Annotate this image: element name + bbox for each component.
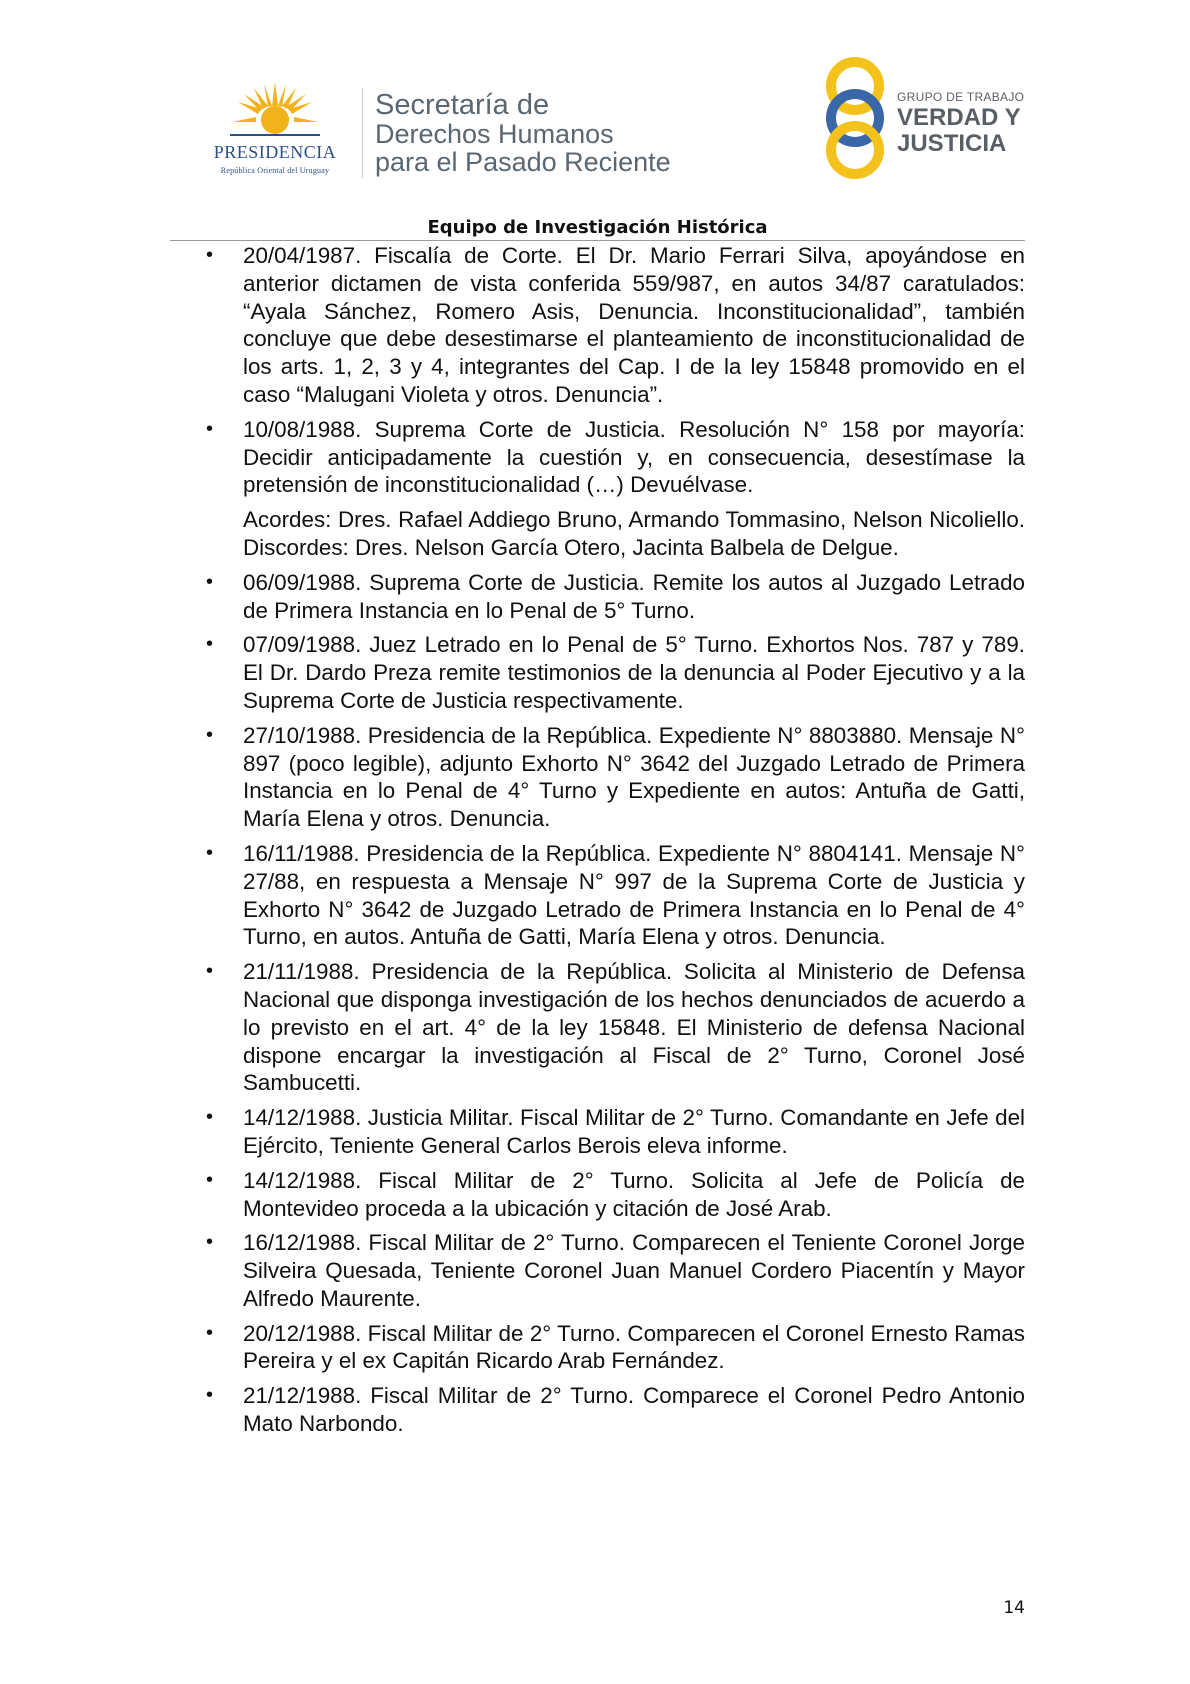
verdad-justicia-logo — [823, 56, 1033, 180]
bullet-icon: • — [206, 417, 214, 440]
bullet-icon: • — [206, 1231, 214, 1254]
list-item — [195, 840, 1025, 951]
secretaria-logo-text — [375, 90, 671, 176]
presidencia-logo — [195, 80, 355, 180]
list-item — [195, 722, 1025, 833]
bullet-icon: • — [206, 841, 214, 864]
bullet-icon: • — [206, 723, 214, 746]
secretaria-line-3: para el Pasado Reciente — [375, 147, 671, 177]
list-item — [195, 1320, 1025, 1376]
bullet-icon: • — [206, 570, 214, 593]
bullet-icon: • — [206, 1384, 214, 1407]
secretaria-line-1: Secretaría de — [375, 89, 550, 121]
bullet-icon: • — [206, 960, 214, 983]
presidencia-title: PRESIDENCIA — [213, 142, 337, 162]
team-title: Equipo de Investigación Histórica — [427, 217, 768, 238]
verdad-label: VERDAD Y — [897, 104, 1021, 131]
sun-icon — [230, 80, 320, 142]
item-text: 10/08/1988. Suprema Corte de Justicia. Resolución N° 158 por mayoría: Decidir anticipadamente la cuestión y, en consecuencia, desestímase la pretensión de inconstitucionalidad (…) Devuélvase. — [243, 416, 1025, 498]
page-number: 14 — [1003, 1598, 1025, 1618]
list-item — [195, 958, 1025, 1097]
item-text: 21/11/1988. Presidencia de la República. Solicita al Ministerio de Defensa Nacional que disponga investigación de los hechos denunciados de acuerdo a lo previsto en el art. 4° de la ley 15848. El Ministerio de defensa Nacional dispone encargar la investigación al Fiscal de 2° Turno, Coronel José Sambucetti. — [243, 959, 1025, 1096]
item-text: 27/10/1988. Presidencia de la República. Expediente N° 8803880. Mensaje N° 897 (poco legible), adjunto Exhorto N° 3642 del Juzgado Letrado de Primera Instancia en lo Penal de 4° Turno y Expediente en autos: Antuña de Gatti, María Elena y otros. Denuncia. — [243, 722, 1025, 832]
item-text: 07/09/1988. Juez Letrado en lo Penal de 5° Turno. Exhortos Nos. 787 y 789. El Dr. Dardo Preza remite testimonios de la denuncia al Poder Ejecutivo y a la Suprema Corte de Justicia respectivamente. — [243, 632, 1025, 713]
item-text: 06/09/1988. Suprema Corte de Justicia. Remite los autos al Juzgado Letrado de Primera Instancia en lo Penal de 5° Turno. — [243, 569, 1025, 623]
rings-icon — [823, 56, 893, 180]
page-header — [0, 0, 1190, 240]
bullet-icon: • — [206, 633, 214, 656]
item-text: 21/12/1988. Fiscal Militar de 2° Turno. Comparece el Coronel Pedro Antonio Mato Narbondo. — [243, 1383, 1025, 1437]
item-text: 16/11/1988. Presidencia de la República. Expediente N° 8804141. Mensaje N° 27/88, en respuesta a Mensaje N° 997 de la Suprema Corte de Justicia y Exhorto N° 3642 de Juzgado Letrado de Primera Instancia en lo Penal de 4° Turno, en autos. Antuña de Gatti, María Elena y otros. Denuncia. — [243, 840, 1025, 950]
list-item — [195, 1382, 1025, 1438]
justicia-label: JUSTICIA — [897, 130, 1007, 157]
item-text: 16/12/1988. Fiscal Militar de 2° Turno. Comparecen el Teniente Coronel Jorge Silveira Quesada, Teniente Coronel Juan Manuel Cordero Piacentín y Mayor Alfredo Maurente. — [243, 1230, 1025, 1311]
header-divider — [362, 88, 363, 178]
bullet-icon: • — [206, 244, 214, 266]
list-item — [195, 1167, 1025, 1223]
list-item — [195, 631, 1025, 714]
item-text: Acordes: Dres. Rafael Addiego Bruno, Armando Tommasino, Nelson Nicoliello. Discordes: Dres. Nelson García Otero, Jacinta Balbela de Delgue. — [243, 507, 1025, 560]
document-body — [195, 242, 1025, 1445]
item-text: 14/12/1988. Justicia Militar. Fiscal Militar de 2° Turno. Comandante en Jefe del Ejército, Teniente General Carlos Berois eleva informe. — [243, 1105, 1025, 1158]
bullet-icon: • — [206, 1321, 214, 1344]
presidencia-subtitle: República Oriental del Uruguay — [220, 166, 330, 175]
grupo-trabajo-label: GRUPO DE TRABAJO — [897, 90, 1025, 104]
secretaria-line-2: Derechos Humanos — [375, 119, 614, 149]
item-text: 20/12/1988. Fiscal Militar de 2° Turno. Comparecen el Coronel Ernesto Ramas Pereira y el ex Capitán Ricardo Arab Fernández. — [243, 1320, 1025, 1374]
list-item — [195, 569, 1025, 625]
list-item — [195, 416, 1025, 562]
list-item — [195, 1229, 1025, 1312]
bullet-icon: • — [206, 1168, 214, 1191]
item-text: 20/04/1987. Fiscalía de Corte. El Dr. Mario Ferrari Silva, apoyándose en anterior dictamen de vista conferida 559/987, en autos 34/87 caratulados: “Ayala Sánchez, Romero Asis, Denuncia. Inconstitucionalidad”, también concluye que debe desestimarse el planteamiento de inconstitucionalidad de los arts. 1, 2, 3 y 4, integrantes del Cap. I de la ley 15848 promovido en el caso “Malugani Violeta y otros. Denuncia”. — [243, 243, 1025, 407]
bullet-icon: • — [206, 1106, 214, 1129]
item-text: 14/12/1988. Fiscal Militar de 2° Turno. Solicita al Jefe de Policía de Montevideo proceda a la ubicación y citación de José Arab. — [243, 1167, 1025, 1221]
list-item — [195, 242, 1025, 409]
list-item — [195, 1104, 1025, 1160]
header-rule — [170, 240, 1025, 241]
